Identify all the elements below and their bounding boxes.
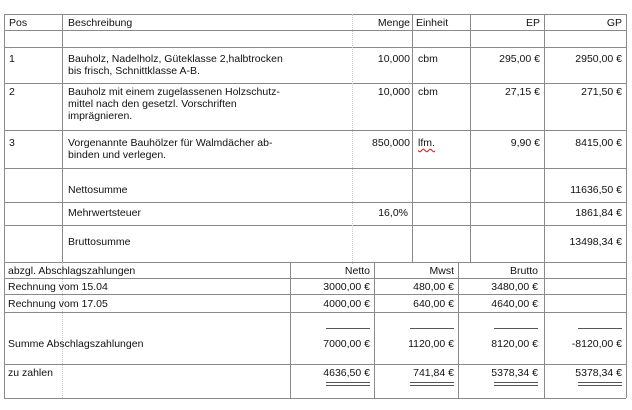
zahlen-gp: 5378,34 € <box>575 367 622 379</box>
abschlag-col-brutto: Brutto <box>509 265 538 277</box>
header-pos: Pos <box>9 17 28 29</box>
abschlag-row-netto: 4000,00 € <box>323 298 370 310</box>
abschlag-row-label: Rechnung vom 15.04 <box>8 281 108 293</box>
item-gp: 2950,00 € <box>575 53 622 65</box>
table-border-top <box>4 14 626 15</box>
row-rule <box>4 294 626 295</box>
row-rule <box>4 202 626 203</box>
col-line-left-lower <box>4 262 5 398</box>
row-rule <box>4 168 626 169</box>
row-rule <box>4 83 626 84</box>
abschlag-row-label: Rechnung vom 17.05 <box>8 298 108 310</box>
header-gp: GP <box>606 17 622 29</box>
item-ep: 9,90 € <box>510 137 540 149</box>
item-pos: 3 <box>9 137 15 149</box>
summe-brutto: 8120,00 € <box>491 338 538 350</box>
item-ep: 27,15 € <box>504 86 540 98</box>
row-rule <box>4 47 626 48</box>
mwst-value: 1861,84 € <box>575 207 622 219</box>
col-line-brutto <box>458 262 459 398</box>
item-pos: 1 <box>9 53 15 65</box>
item-menge: 10,000 <box>377 86 410 98</box>
summe-netto: 7000,00 € <box>323 338 370 350</box>
header-beschreibung: Beschreibung <box>68 17 133 29</box>
item-desc-line: bis frisch, Schnittklasse A-B. <box>68 65 200 77</box>
summe-label: Summe Abschlagszahlungen <box>8 338 144 350</box>
item-einheit: cbm <box>418 53 438 65</box>
item-pos: 2 <box>9 86 15 98</box>
abschlag-row-mwst: 480,00 € <box>413 281 454 293</box>
table-border-bottom <box>4 398 626 399</box>
item-ep: 295,00 € <box>499 53 540 65</box>
summe-gp: -8120,00 € <box>571 338 622 350</box>
netto-value: 11636,50 € <box>570 184 622 196</box>
item-desc-line: Bauholz, Nadelholz, Güteklasse 2,halbtrocken <box>68 53 283 65</box>
brutto-label: Bruttosumme <box>68 236 131 248</box>
abschlag-col-netto: Netto <box>344 265 370 277</box>
summe-mwst: 1120,00 € <box>408 338 454 350</box>
item-desc-line: Vorgenannte Bauhölzer für Walmdächer ab- <box>68 137 273 149</box>
sum-underline <box>578 328 622 329</box>
zahlen-mwst: 741,84 € <box>413 367 454 379</box>
col-line-left <box>4 14 5 262</box>
col-line-right-lower <box>626 262 627 398</box>
col-line-gp-lower <box>544 262 545 398</box>
header-ep: EP <box>525 17 540 29</box>
row-rule <box>4 278 626 279</box>
header-menge: Menge <box>377 17 410 29</box>
mwst-label: Mehrwertsteuer <box>68 207 141 219</box>
col-line-netto <box>290 262 291 398</box>
item-desc-line: imprägnieren. <box>68 110 133 122</box>
netto-label: Nettosumme <box>68 184 128 196</box>
row-rule <box>4 364 626 365</box>
row-rule <box>4 130 626 131</box>
abschlag-row-brutto: 3480,00 € <box>491 281 538 293</box>
header-einheit: Einheit <box>416 17 449 29</box>
abschlag-row-brutto: 4640,00 € <box>491 298 538 310</box>
zahlen-label: zu zahlen <box>8 367 53 379</box>
item-desc-line: Bauholz mit einem zugelassenen Holzschutz- <box>68 86 280 98</box>
abschlag-col-mwst: Mwst <box>429 265 454 277</box>
item-desc-line: binden und verlegen. <box>68 149 167 161</box>
abschlag-row-netto: 3000,00 € <box>323 281 370 293</box>
col-line-right <box>626 14 627 262</box>
item-menge: 10,000 <box>377 53 410 65</box>
abschlag-header: abzgl. Abschlagszahlungen <box>8 265 136 277</box>
sum-underline <box>494 328 538 329</box>
zahlen-brutto: 5378,34 € <box>491 367 538 379</box>
col-line-menge <box>412 14 413 262</box>
total-double-underline <box>578 382 622 386</box>
header-rule <box>4 30 626 31</box>
mwst-rate: 16,0% <box>378 207 408 219</box>
row-rule <box>4 312 626 313</box>
total-double-underline <box>326 382 370 386</box>
col-line-mwst <box>374 262 375 398</box>
row-rule <box>4 262 626 263</box>
col-line-ep <box>544 14 545 262</box>
item-gp: 8415,00 € <box>575 137 622 149</box>
total-double-underline <box>410 382 454 386</box>
item-einheit: lfm. <box>418 137 435 149</box>
item-desc-line: mittel nach den gesetzl. Vorschriften <box>68 98 237 110</box>
sum-underline <box>326 328 370 329</box>
col-line-desc <box>62 14 63 262</box>
brutto-value: 13498,34 € <box>569 236 622 248</box>
sum-underline <box>410 328 454 329</box>
zahlen-netto: 4636,50 € <box>323 367 370 379</box>
item-gp: 271,50 € <box>581 86 622 98</box>
item-menge: 850,000 <box>372 137 410 149</box>
item-einheit: cbm <box>418 86 438 98</box>
col-line-einheit <box>470 14 471 262</box>
total-double-underline <box>494 382 538 386</box>
row-rule <box>4 225 626 226</box>
abschlag-row-mwst: 640,00 € <box>413 298 454 310</box>
